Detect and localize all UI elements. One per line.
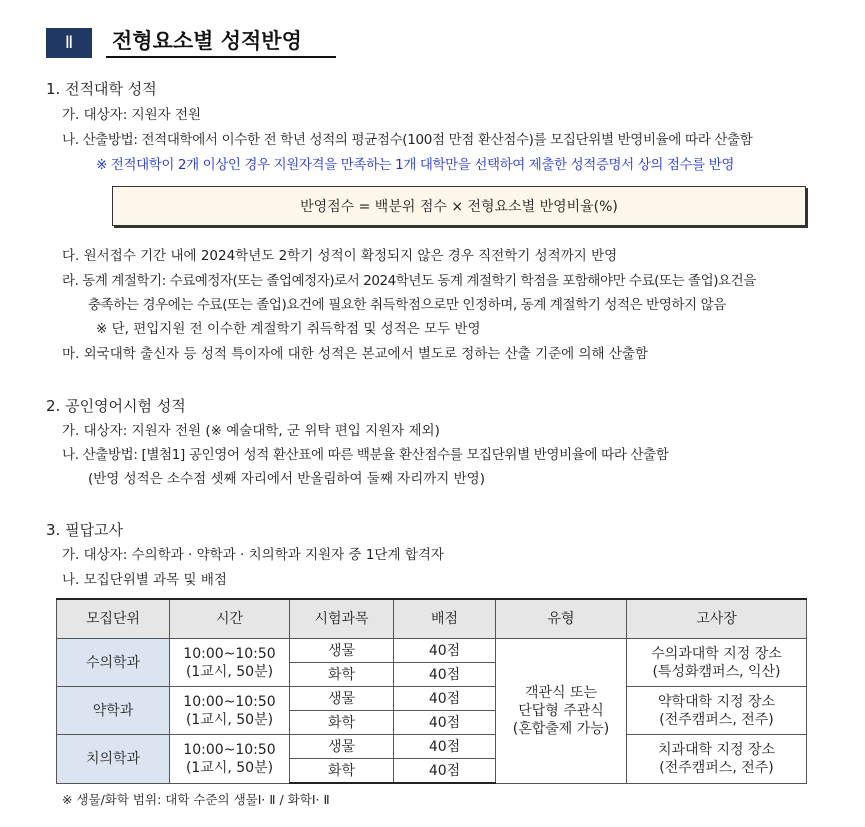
table-footnote: ※ 생물/화학 범위: 대학 수준의 생물Ⅰ· Ⅱ / 화학Ⅰ· Ⅱ xyxy=(62,792,330,807)
s3-item-b: 나. 모집단위별 과목 및 배점 xyxy=(62,572,227,588)
dept-cell: 치의학과 xyxy=(57,735,170,784)
s1-item-d-line2: 충족하는 경우에는 수료(또는 졸업)요건에 필요한 취득학점으로만 인정하며, 동계 계절학기 성적은 반영하지 않음 xyxy=(88,297,726,313)
type-line: 단답형 주관식 xyxy=(518,702,604,719)
location-campus: (전주캠퍼스, 전주) xyxy=(659,759,774,776)
page-title: 전형요소별 성적반영 xyxy=(112,29,302,53)
s1-item-b-note: ※ 전적대학이 2개 이상인 경우 지원자격을 만족하는 1개 대학만을 선택하여 제출한 성적증명서 상의 점수를 반영 xyxy=(96,157,734,173)
header-type: 유형 xyxy=(496,599,627,639)
s1-item-a: 가. 대상자: 지원자 전원 xyxy=(62,107,202,123)
header-time: 시간 xyxy=(170,599,290,639)
table-row xyxy=(57,687,807,711)
location-cell xyxy=(627,639,807,687)
subject-cell: 생물 xyxy=(290,735,394,759)
location-cell xyxy=(627,735,807,784)
location-name: 치과대학 지정 장소 xyxy=(657,741,776,758)
header-subject: 시험과목 xyxy=(290,599,394,639)
time-range: 10:00~10:50 xyxy=(183,741,276,758)
subject-cell: 화학 xyxy=(290,759,394,784)
table-row xyxy=(57,639,807,663)
score-cell: 40점 xyxy=(394,711,496,735)
score-cell: 40점 xyxy=(394,759,496,784)
type-line: (혼합출제 가능) xyxy=(512,720,610,737)
s2-item-b-line2: (반영 성적은 소수점 셋째 자리에서 반올림하여 둘째 자리까지 반영) xyxy=(88,471,485,487)
table-header-row xyxy=(57,599,807,639)
section-1-title: 1. 전적대학 성적 xyxy=(46,80,157,98)
subject-cell: 생물 xyxy=(290,687,394,711)
score-cell: 40점 xyxy=(394,735,496,759)
location-campus: (전주캠퍼스, 전주) xyxy=(659,711,774,728)
subject-cell: 생물 xyxy=(290,639,394,663)
s1-item-c: 다. 원서접수 기간 내에 2024학년도 2학기 성적이 확정되지 않은 경우 직전학기 성적까지 반영 xyxy=(62,248,618,264)
type-line: 객관식 또는 xyxy=(524,684,598,701)
location-campus: (특성화캠퍼스, 익산) xyxy=(652,663,781,680)
header-location: 고사장 xyxy=(627,599,807,639)
type-cell xyxy=(496,639,627,784)
location-name: 수의과대학 지정 장소 xyxy=(651,645,782,662)
dept-cell: 약학과 xyxy=(57,687,170,735)
location-cell xyxy=(627,687,807,735)
time-cell xyxy=(170,687,290,735)
time-cell xyxy=(170,639,290,687)
score-cell: 40점 xyxy=(394,639,496,663)
location-name: 약학대학 지정 장소 xyxy=(657,693,776,710)
title-underline xyxy=(106,56,336,58)
subject-cell: 화학 xyxy=(290,711,394,735)
section-3-title: 3. 필답고사 xyxy=(46,521,124,539)
section-number-badge: Ⅱ xyxy=(46,28,92,58)
time-cell xyxy=(170,735,290,784)
s3-item-a: 가. 대상자: 수의학과 · 약학과 · 치의학과 지원자 중 1단계 합격자 xyxy=(62,547,444,563)
time-period: (1교시, 50분) xyxy=(185,663,274,680)
time-range: 10:00~10:50 xyxy=(183,693,276,710)
s1-item-e: 마. 외국대학 출신자 등 성적 특이자에 대한 성적은 본교에서 별도로 정하는 산출 기준에 의해 산출함 xyxy=(62,346,649,362)
exam-schedule-table xyxy=(56,598,807,784)
table-row xyxy=(57,735,807,759)
time-range: 10:00~10:50 xyxy=(183,645,276,662)
time-period: (1교시, 50분) xyxy=(185,711,274,728)
s1-item-d-note: ※ 단, 편입지원 전 이수한 계절학기 취득학점 및 성적은 모두 반영 xyxy=(96,321,481,337)
dept-cell: 수의학과 xyxy=(57,639,170,687)
s2-item-b-line1: 나. 산출방법: [별첨1] 공인영어 성적 환산표에 따른 백분율 환산점수를 모집단위별 반영비율에 따라 산출함 xyxy=(62,447,669,463)
subject-cell: 화학 xyxy=(290,663,394,687)
header-dept: 모집단위 xyxy=(57,599,170,639)
header-score: 배점 xyxy=(394,599,496,639)
formula-box: 반영점수 = 백분위 점수 × 전형요소별 반영비율(%) xyxy=(112,186,806,226)
score-cell: 40점 xyxy=(394,687,496,711)
score-cell: 40점 xyxy=(394,663,496,687)
s1-item-d-line1: 라. 동계 계절학기: 수료예정자(또는 졸업예정자)로서 2024학년도 동계 계절학기 학점을 포함해야만 수료(또는 졸업)요건을 xyxy=(62,273,756,289)
time-period: (1교시, 50분) xyxy=(185,759,274,776)
s1-item-b: 나. 산출방법: 전적대학에서 이수한 전 학년 성적의 평균점수(100점 만점 환산점수)를 모집단위별 반영비율에 따라 산출함 xyxy=(62,132,753,148)
section-2-title: 2. 공인영어시험 성적 xyxy=(46,397,186,415)
s2-item-a: 가. 대상자: 지원자 전원 (※ 예술대학, 군 위탁 편입 지원자 제외) xyxy=(62,423,440,439)
